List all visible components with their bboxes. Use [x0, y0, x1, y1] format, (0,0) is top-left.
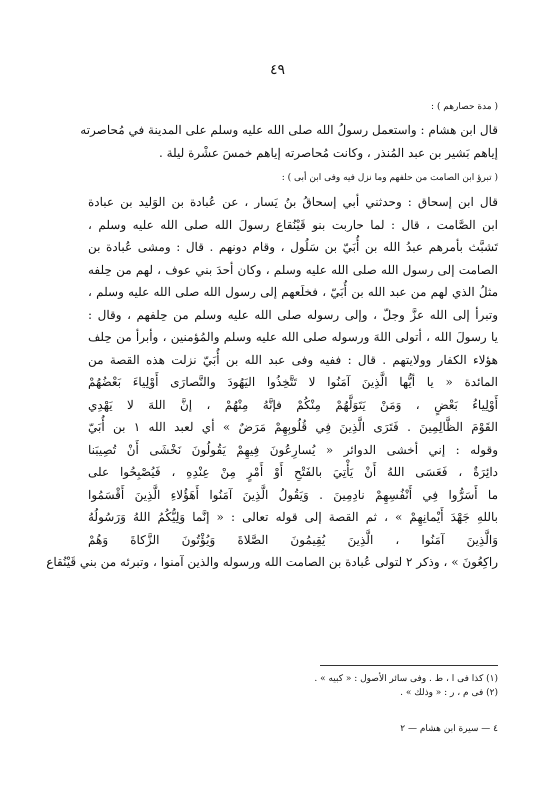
text-line: راكِعُونَ » ، وذكر ٢ لتولى عُبادة بن الصامت الله ورسوله والذين آمنوا ، وتبرئه من بني قَيْنُقاع: [46, 555, 498, 569]
section-heading-siege-duration: ( مدة حصارهم ) :: [431, 102, 498, 112]
text-line: هؤلاء الكفار وولايتهم . قال : ففيه وفى عبد الله بن أُبَيّ نزلت هذه القصة من: [88, 352, 498, 367]
paragraph-ibn-al-samit: [46, 191, 498, 574]
text-line: الصامت إلى رسول الله صلى الله عليه وسلم ، وكان أحدَ بني عوف ، لهم من حِلفه: [88, 262, 498, 277]
footnote: (٢) فى م ، ر : « وذلك » .: [400, 688, 498, 698]
text-line: وتبرأ إلى الله عزَّ وجلّ ، وإلى رسوله صلى الله عليه وسلم من حِلفهم ، وقال :: [88, 307, 498, 322]
page-number: ٤٩: [269, 62, 286, 78]
text-line: قال ابن إسحاق : وحدثني أبي إسحاقُ بنُ يَسار ، عن عُبادة بن الوَليد بن عبادة: [88, 195, 498, 209]
text-line: باللهِ جَهْدَ أَيْمانِهِمْ » ، ثم القصة إلى قوله تعالى : « إنَّما وَلِيُّكُمُ اللهُ وَرَسُولُهُ: [88, 510, 498, 524]
text-line: تَشبَّث بأمرهم عبدُ الله بن أُبَيّ بن سَلُول ، وقام دونهم . قال : ومشى عُبادة بن: [88, 240, 498, 254]
section-heading-ibn-al-samit: ( تبرؤ ابن الصامت من حلفهم وما نزل فيه وفى ابن أبى ) :: [281, 173, 498, 183]
text-line: أَوْلِياءُ بَعْضٍ ، وَمَنْ يَتَوَلَّهُمْ مِنْكُمْ فإنَّهُ مِنْهُمْ ، إنَّ اللهَ لا يَهْدِي: [88, 397, 498, 412]
text-line: إياهم بَشير بن عبد المُنذر ، وكانت مُحاصرته إياهم خمسَ عشْرة ليلة .: [158, 145, 498, 160]
signature-line: ٤ — سيرة ابن هشام — ٢: [400, 724, 498, 734]
text-line: يا رسولَ الله ، أتولى اللهَ ورسوله صلى الله عليه وسلم والمُؤمنين ، وأبرأ من حِلف: [88, 330, 498, 344]
text-line: ابن الصَّامت ، قال : لما حاربت بنو قَيْنُقاع رسولَ الله صلى الله عليه وسلم ،: [88, 217, 498, 232]
paragraph-siege: [80, 119, 498, 164]
text-line: دائِرَةٌ ، فَعَسَى اللهُ أَنْ يَأْتِيَ بالفَتْحِ أَوْ أَمْرٍ مِنْ عِنْدِهِ ، فَيُصْبِحُوا على: [88, 465, 498, 479]
text-line: القَوْمَ الظَّالِمِينَ . فَتَرَى الَّذِينَ فِي قُلُوبِهِمْ مَرَضٌ » أي لعبد الله ١ بن أُبَيّ: [88, 420, 498, 434]
text-line: المائدة « يا أيُّها الَّذِينَ آمَنُوا لا تَتَّخِذُوا اليَهُودَ والنَّصارَى أَوْلِياءَ بَعْضُهُمْ: [88, 375, 498, 389]
text-line: ما أَسَرُّوا فِي أَنْفُسِهِمْ نادِمِينَ . وَيَقُولُ الَّذِينَ آمَنُوا أَهَؤُلاءِ الَّذِينَ أَقْسَمُوا: [88, 487, 498, 502]
text-line: قال ابن هشام : واستعمل رسولُ الله صلى الله عليه وسلم على المدينة في مُحاصرته: [80, 123, 498, 137]
footnotes: [88, 672, 498, 700]
text-line: وَالَّذِينَ آمَنُوا ، الَّذِينَ يُقِيمُونَ الصَّلاةَ وَيُؤْتُونَ الزَّكاةَ وَهُمْ: [88, 532, 498, 547]
text-line: وقوله : إني أخشى الدوائر « يُسارِعُونَ فِيهِمْ يَقُولُونَ نَخْشَى أَنْ تُصِيبَنا: [88, 442, 498, 457]
footnote: (١) كذا فى ا ، ط . وفى سائر الأصول : « كبيه » .: [314, 674, 498, 684]
footnote-divider: [320, 665, 498, 666]
text-line: مثلُ الذي لهم من عبد الله بن أُبَيّ ، فخلَعهم إلى رسول الله صلى الله عليه وسلم ،: [88, 285, 498, 299]
